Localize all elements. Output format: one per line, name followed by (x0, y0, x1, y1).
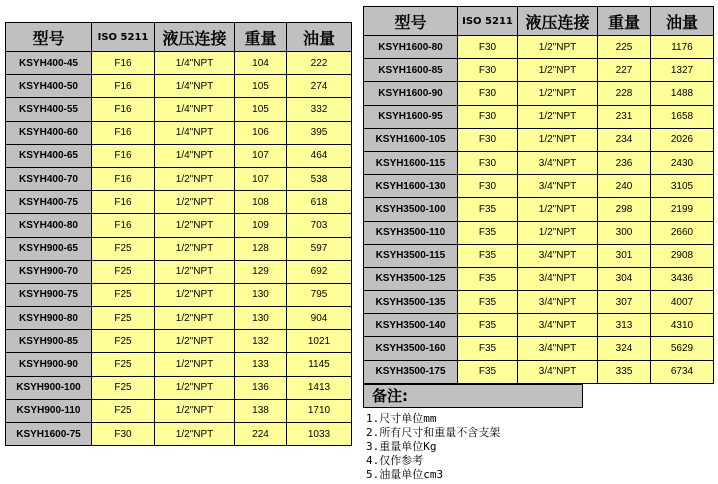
table-row (6, 353, 352, 376)
cell-weight: 301 (598, 244, 651, 267)
cell-conn: 1/2"NPT (518, 59, 598, 82)
cell-oil: 2908 (651, 244, 714, 267)
cell-conn: 1/4"NPT (155, 52, 235, 75)
header-hydraulic: 液压连接 (518, 7, 598, 36)
cell-iso: F25 (92, 330, 155, 353)
cell-weight: 227 (598, 59, 651, 82)
cell-weight: 225 (598, 36, 651, 59)
header-oil: 油量 (651, 7, 714, 36)
cell-conn: 1/4"NPT (155, 121, 235, 144)
table-row (364, 128, 714, 151)
cell-weight: 307 (598, 291, 651, 314)
cell-model: KSYH1600-105 (364, 128, 458, 151)
table-header-row (364, 7, 714, 36)
cell-oil: 4310 (651, 314, 714, 337)
cell-iso: F16 (92, 52, 155, 75)
spec-table-left (5, 22, 352, 446)
cell-oil: 222 (287, 52, 352, 75)
cell-conn: 3/4"NPT (518, 175, 598, 198)
cell-weight: 224 (235, 423, 287, 446)
cell-conn: 3/4"NPT (518, 360, 598, 383)
cell-oil: 332 (287, 98, 352, 121)
cell-conn: 1/2"NPT (155, 237, 235, 260)
cell-conn: 1/4"NPT (155, 98, 235, 121)
table-row (6, 98, 352, 121)
cell-iso: F25 (92, 283, 155, 306)
table-row (6, 167, 352, 190)
cell-oil: 1021 (287, 330, 352, 353)
cell-iso: F30 (458, 59, 518, 82)
cell-weight: 108 (235, 191, 287, 214)
cell-model: KSYH900-100 (6, 376, 92, 399)
cell-iso: F35 (458, 267, 518, 290)
cell-iso: F30 (458, 175, 518, 198)
cell-iso: F25 (92, 237, 155, 260)
header-iso: ISO 5211 (92, 23, 155, 52)
cell-model: KSYH900-80 (6, 307, 92, 330)
cell-oil: 597 (287, 237, 352, 260)
cell-oil: 464 (287, 144, 352, 167)
cell-weight: 138 (235, 399, 287, 422)
cell-model: KSYH900-70 (6, 260, 92, 283)
table-row (364, 267, 714, 290)
cell-weight: 132 (235, 330, 287, 353)
cell-model: KSYH1600-130 (364, 175, 458, 198)
header-weight: 重量 (598, 7, 651, 36)
cell-model: KSYH3500-125 (364, 267, 458, 290)
cell-weight: 105 (235, 98, 287, 121)
note-item: 4.仅作参考 (366, 454, 424, 467)
cell-model: KSYH900-65 (6, 237, 92, 260)
cell-conn: 1/4"NPT (155, 144, 235, 167)
cell-oil: 274 (287, 75, 352, 98)
cell-weight: 106 (235, 121, 287, 144)
cell-weight: 128 (235, 237, 287, 260)
cell-weight: 228 (598, 82, 651, 105)
cell-conn: 1/2"NPT (155, 376, 235, 399)
cell-model: KSYH400-70 (6, 167, 92, 190)
cell-model: KSYH3500-100 (364, 198, 458, 221)
cell-weight: 129 (235, 260, 287, 283)
cell-model: KSYH3500-110 (364, 221, 458, 244)
table-row (6, 121, 352, 144)
cell-oil: 1033 (287, 423, 352, 446)
cell-weight: 240 (598, 175, 651, 198)
table-row (6, 214, 352, 237)
cell-model: KSYH3500-135 (364, 291, 458, 314)
cell-iso: F16 (92, 98, 155, 121)
cell-model: KSYH1600-90 (364, 82, 458, 105)
table-row (6, 283, 352, 306)
cell-oil: 2199 (651, 198, 714, 221)
header-model: 型号 (6, 23, 92, 52)
cell-oil: 3105 (651, 175, 714, 198)
cell-conn: 1/2"NPT (155, 283, 235, 306)
table-row (364, 221, 714, 244)
cell-model: KSYH3500-175 (364, 360, 458, 383)
cell-conn: 1/2"NPT (155, 307, 235, 330)
table-row (6, 52, 352, 75)
cell-model: KSYH400-45 (6, 52, 92, 75)
cell-iso: F30 (458, 128, 518, 151)
cell-oil: 2660 (651, 221, 714, 244)
cell-conn: 1/2"NPT (155, 399, 235, 422)
cell-oil: 3436 (651, 267, 714, 290)
cell-model: KSYH400-75 (6, 191, 92, 214)
table-row (364, 291, 714, 314)
cell-model: KSYH400-50 (6, 75, 92, 98)
cell-model: KSYH900-85 (6, 330, 92, 353)
table-header-row (6, 23, 352, 52)
table-row (6, 191, 352, 214)
notes-title: 备注: (363, 384, 583, 408)
table-row (6, 144, 352, 167)
table-row (6, 330, 352, 353)
cell-oil: 538 (287, 167, 352, 190)
cell-model: KSYH400-80 (6, 214, 92, 237)
table-row (364, 314, 714, 337)
cell-model: KSYH1600-80 (364, 36, 458, 59)
cell-oil: 1658 (651, 105, 714, 128)
cell-conn: 1/2"NPT (518, 36, 598, 59)
cell-conn: 1/2"NPT (155, 167, 235, 190)
cell-conn: 3/4"NPT (518, 244, 598, 267)
note-item: 5.油量单位cm3 (366, 468, 444, 481)
table-row (364, 360, 714, 383)
cell-weight: 104 (235, 52, 287, 75)
cell-oil: 904 (287, 307, 352, 330)
cell-iso: F30 (458, 82, 518, 105)
cell-model: KSYH3500-160 (364, 337, 458, 360)
cell-model: KSYH3500-115 (364, 244, 458, 267)
cell-weight: 231 (598, 105, 651, 128)
table-row (6, 376, 352, 399)
cell-conn: 3/4"NPT (518, 151, 598, 174)
header-hydraulic: 液压连接 (155, 23, 235, 52)
table-row (364, 337, 714, 360)
note-item: 3.重量单位Kg (366, 440, 437, 453)
cell-iso: F16 (92, 167, 155, 190)
cell-weight: 298 (598, 198, 651, 221)
note-item: 2.所有尺寸和重量不含支架 (366, 426, 501, 439)
table-row (364, 198, 714, 221)
header-oil: 油量 (287, 23, 352, 52)
cell-model: KSYH900-75 (6, 283, 92, 306)
cell-iso: F25 (92, 353, 155, 376)
cell-model: KSYH400-60 (6, 121, 92, 144)
cell-iso: F16 (92, 191, 155, 214)
cell-model: KSYH400-65 (6, 144, 92, 167)
cell-model: KSYH900-90 (6, 353, 92, 376)
cell-conn: 1/2"NPT (518, 105, 598, 128)
cell-oil: 703 (287, 214, 352, 237)
cell-oil: 692 (287, 260, 352, 283)
cell-oil: 1488 (651, 82, 714, 105)
cell-conn: 3/4"NPT (518, 267, 598, 290)
cell-iso: F16 (92, 121, 155, 144)
cell-iso: F25 (92, 399, 155, 422)
table-row (364, 36, 714, 59)
cell-iso: F30 (458, 105, 518, 128)
cell-oil: 2026 (651, 128, 714, 151)
table-row (364, 82, 714, 105)
cell-iso: F35 (458, 221, 518, 244)
cell-weight: 313 (598, 314, 651, 337)
cell-conn: 1/4"NPT (155, 75, 235, 98)
cell-weight: 107 (235, 144, 287, 167)
cell-conn: 1/2"NPT (155, 423, 235, 446)
table-row (364, 151, 714, 174)
cell-weight: 130 (235, 307, 287, 330)
cell-oil: 2430 (651, 151, 714, 174)
cell-iso: F30 (92, 423, 155, 446)
cell-weight: 300 (598, 221, 651, 244)
cell-conn: 3/4"NPT (518, 337, 598, 360)
cell-conn: 3/4"NPT (518, 291, 598, 314)
cell-weight: 304 (598, 267, 651, 290)
cell-weight: 130 (235, 283, 287, 306)
cell-iso: F35 (458, 244, 518, 267)
cell-conn: 1/2"NPT (155, 260, 235, 283)
table-row (6, 237, 352, 260)
cell-weight: 107 (235, 167, 287, 190)
cell-model: KSYH400-55 (6, 98, 92, 121)
cell-weight: 236 (598, 151, 651, 174)
cell-iso: F16 (92, 214, 155, 237)
cell-conn: 1/2"NPT (155, 330, 235, 353)
cell-iso: F35 (458, 291, 518, 314)
table-row (6, 75, 352, 98)
cell-conn: 1/2"NPT (155, 191, 235, 214)
table-row (6, 423, 352, 446)
cell-iso: F35 (458, 337, 518, 360)
cell-conn: 1/2"NPT (518, 82, 598, 105)
table-row (6, 307, 352, 330)
table-row (364, 175, 714, 198)
cell-oil: 795 (287, 283, 352, 306)
cell-iso: F25 (92, 307, 155, 330)
cell-iso: F35 (458, 360, 518, 383)
cell-conn: 1/2"NPT (518, 221, 598, 244)
cell-weight: 335 (598, 360, 651, 383)
table-row (6, 399, 352, 422)
header-iso: ISO 5211 (458, 7, 518, 36)
cell-model: KSYH1600-95 (364, 105, 458, 128)
cell-oil: 1145 (287, 353, 352, 376)
cell-oil: 1413 (287, 376, 352, 399)
cell-iso: F25 (92, 376, 155, 399)
cell-weight: 105 (235, 75, 287, 98)
note-item: 1.尺寸单位mm (366, 412, 437, 425)
cell-oil: 1176 (651, 36, 714, 59)
cell-iso: F35 (458, 198, 518, 221)
cell-conn: 3/4"NPT (518, 314, 598, 337)
cell-conn: 1/2"NPT (518, 198, 598, 221)
cell-weight: 109 (235, 214, 287, 237)
cell-conn: 1/2"NPT (155, 353, 235, 376)
cell-weight: 234 (598, 128, 651, 151)
cell-oil: 395 (287, 121, 352, 144)
cell-oil: 5629 (651, 337, 714, 360)
cell-model: KSYH1600-75 (6, 423, 92, 446)
cell-oil: 4007 (651, 291, 714, 314)
cell-oil: 6734 (651, 360, 714, 383)
cell-iso: F16 (92, 144, 155, 167)
cell-iso: F30 (458, 36, 518, 59)
spec-table-right (363, 6, 714, 384)
cell-weight: 324 (598, 337, 651, 360)
table-row (364, 59, 714, 82)
cell-oil: 1710 (287, 399, 352, 422)
cell-weight: 136 (235, 376, 287, 399)
cell-conn: 1/2"NPT (518, 128, 598, 151)
cell-model: KSYH1600-115 (364, 151, 458, 174)
cell-model: KSYH1600-85 (364, 59, 458, 82)
cell-conn: 1/2"NPT (155, 214, 235, 237)
cell-model: KSYH900-110 (6, 399, 92, 422)
cell-iso: F35 (458, 314, 518, 337)
table-row (364, 105, 714, 128)
cell-model: KSYH3500-140 (364, 314, 458, 337)
cell-oil: 1327 (651, 59, 714, 82)
cell-oil: 618 (287, 191, 352, 214)
cell-iso: F30 (458, 151, 518, 174)
table-row (6, 260, 352, 283)
cell-iso: F25 (92, 260, 155, 283)
cell-weight: 133 (235, 353, 287, 376)
header-model: 型号 (364, 7, 458, 36)
header-weight: 重量 (235, 23, 287, 52)
table-row (364, 244, 714, 267)
cell-iso: F16 (92, 75, 155, 98)
notes-list (366, 412, 500, 482)
